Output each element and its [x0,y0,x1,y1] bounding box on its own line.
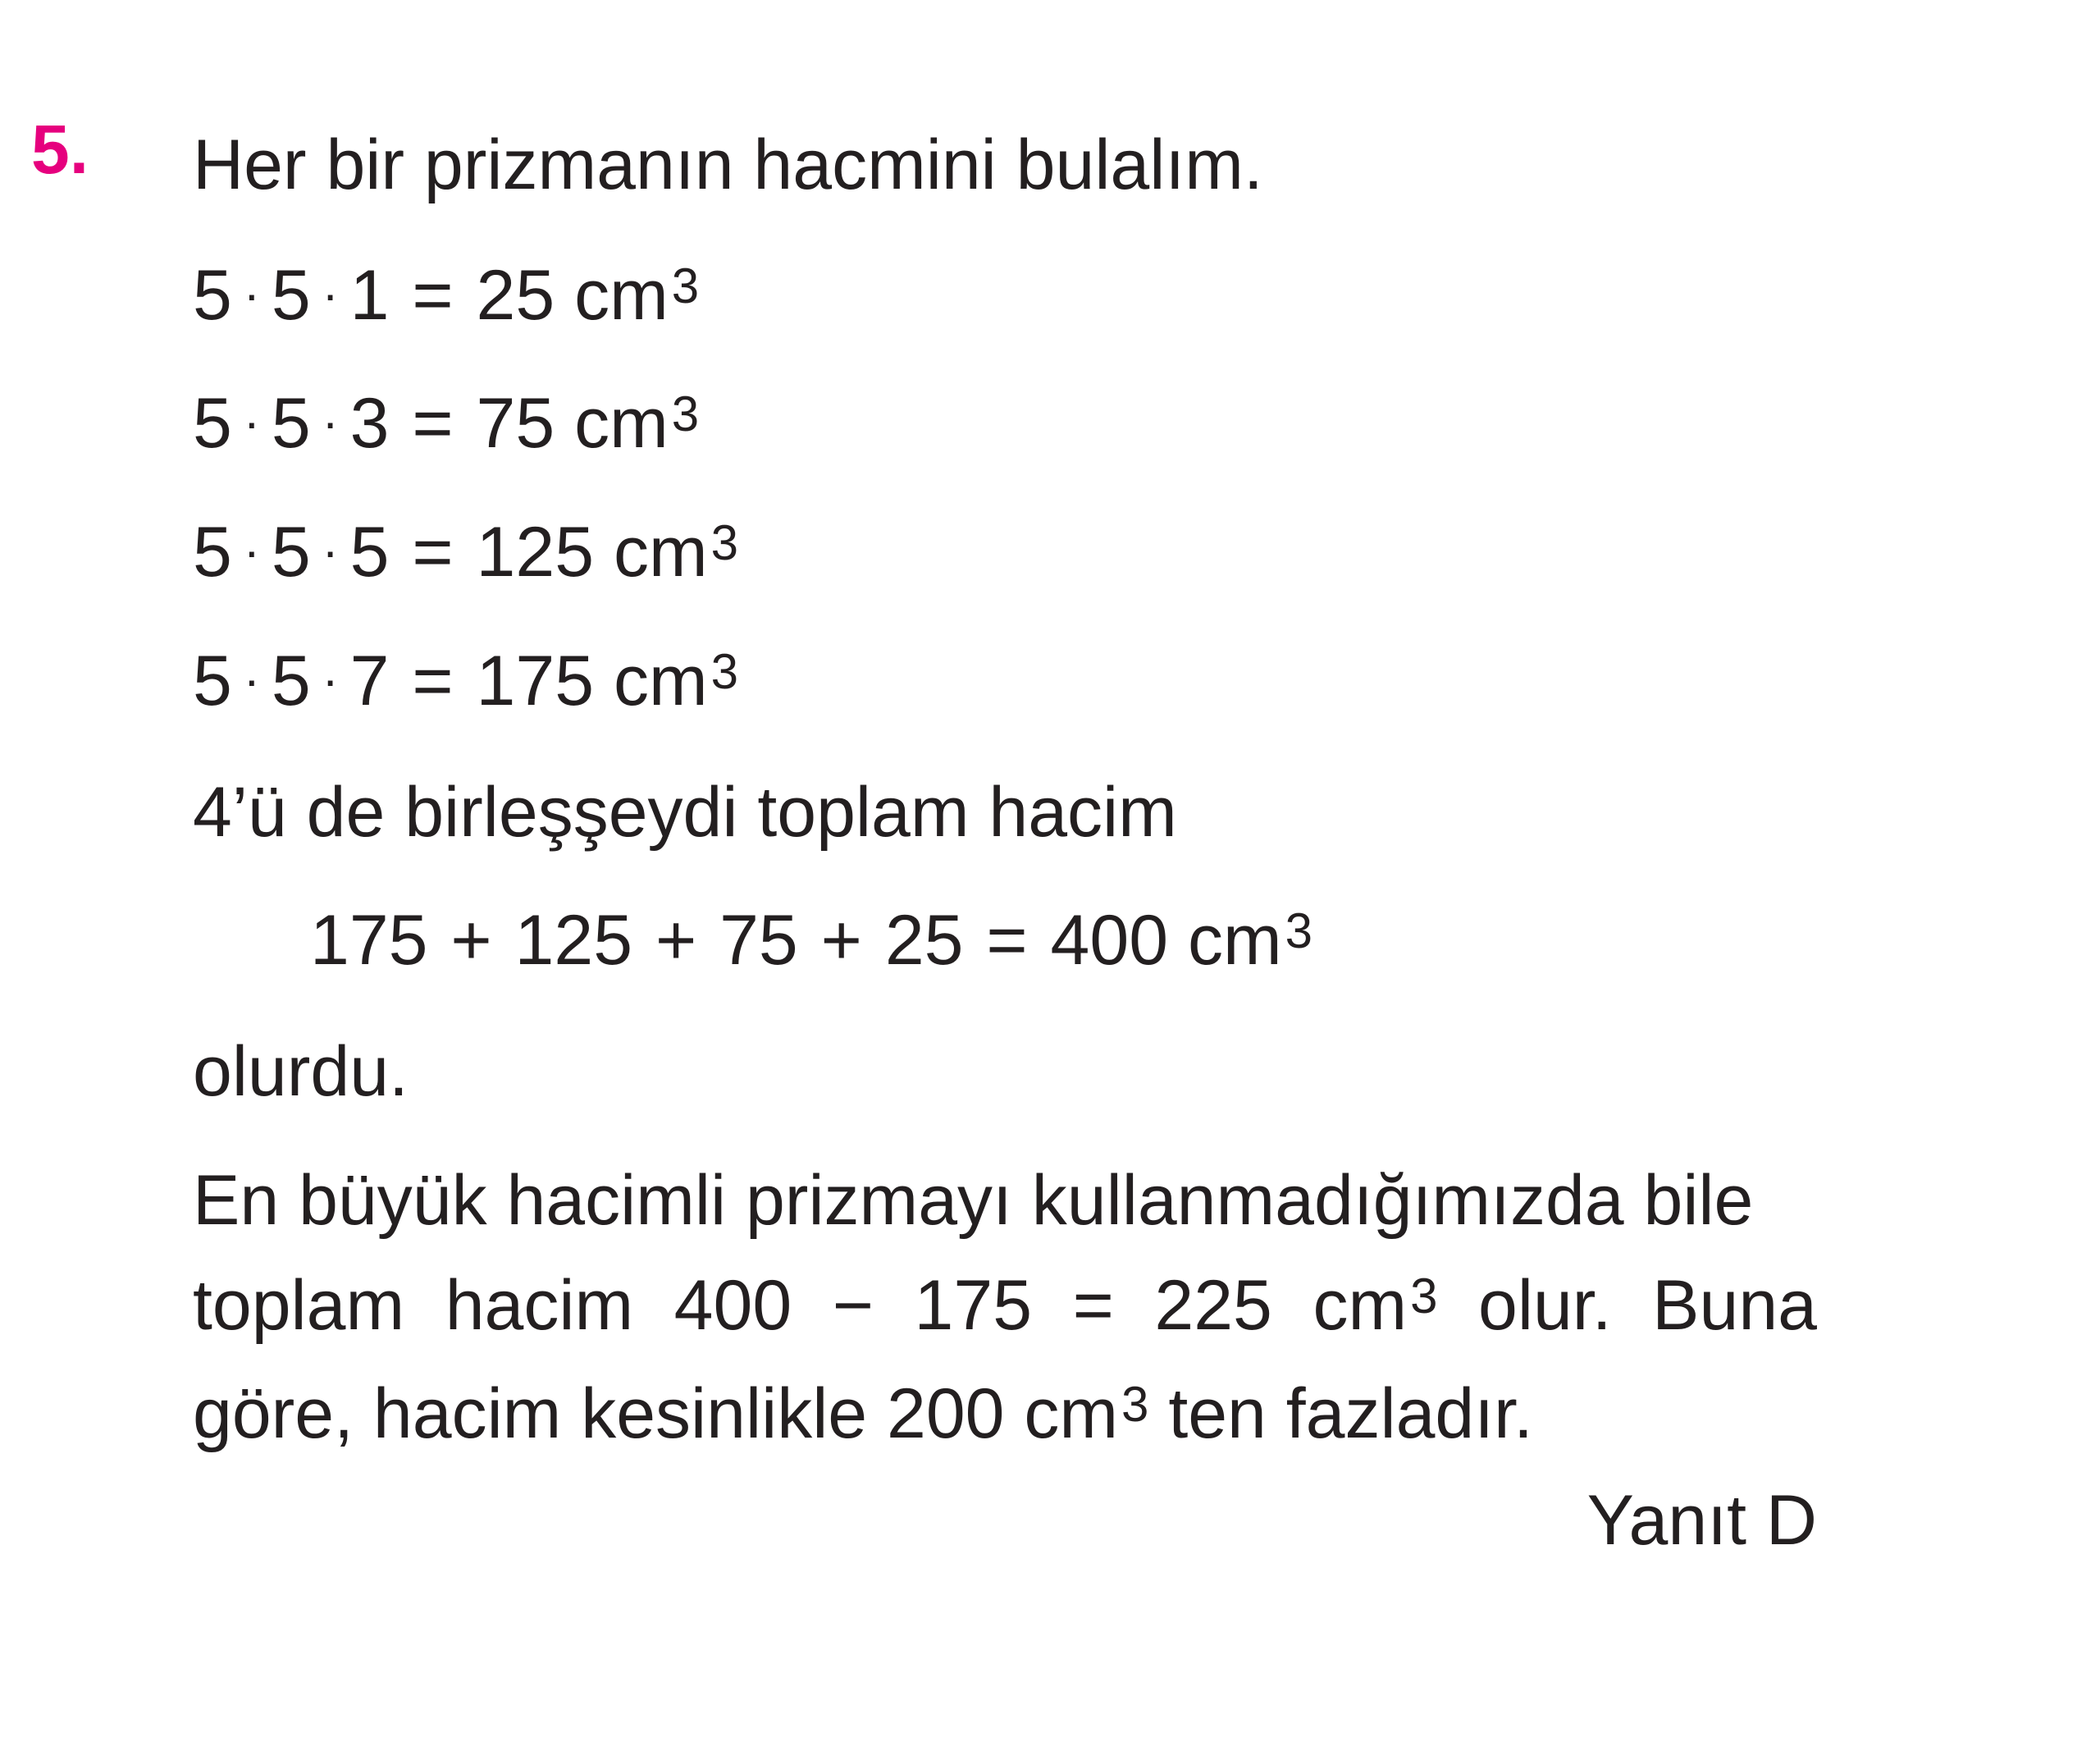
word: 175 [914,1266,1033,1345]
calc-result: 25 [476,256,555,335]
line3-prefix: göre, hacim kesinlikle 200 cm [193,1374,1119,1453]
calc-factor-c: 5 [349,513,390,592]
calc-factor-a: 5 [193,384,232,463]
combined-text: 4’ü de birleşşeydi toplam hacim [193,773,1177,852]
sum-term: 175 [310,901,428,980]
sum-equation: 175 + 125 + 75 + 25 = 400 $cm^3$ [310,901,1312,980]
calc-factor-a: 5 [193,642,232,720]
answer-text: Yanıt D [1586,1481,1817,1560]
calc-factor-a: 5 [193,256,232,335]
calc-line-3: 5 · 5 · 5 = 125 $cm^3$ [193,513,738,592]
calc-result: 125 [476,513,595,592]
calc-factor-a: 5 [193,513,232,592]
calc-unit: cm [574,256,669,335]
conclusion-line-1: En büyük hacimli prizmayı kullanmadığımızda bile [193,1161,1754,1240]
sum-term: 125 [514,901,633,980]
word: olur. [1478,1266,1612,1345]
calc-unit: cm [574,384,669,463]
word: Buna [1652,1266,1818,1345]
calc-exponent: 3 [671,386,700,441]
calc-line-1: 5 · 5 · 1 = 25 $cm^3$ [193,256,700,335]
calc-line-2: 5 · 5 · 3 = 75 $cm^3$ [193,384,700,463]
calc-line-4: 5 · 5 · 7 = 175 $cm^3$ [193,642,738,720]
calc-unit: cm [613,642,708,720]
intro-text: Her bir prizmanın hacmini bulalım. [193,126,1263,204]
exponent: 3 [1410,1269,1438,1323]
calc-factor-c: 1 [349,256,390,335]
question-number: 5. [31,111,89,188]
calc-factor-b: 5 [271,513,311,592]
word: 400 [673,1266,792,1345]
conclusion-line-2 [193,1266,1818,1345]
calc-result: 175 [476,642,595,720]
calc-factor-b: 5 [271,256,311,335]
calc-factor-c: 3 [349,384,390,463]
calc-unit: cm [613,513,708,592]
minus-sign: − [832,1266,874,1345]
sum-result: 400 [1050,901,1169,980]
sum-exponent: 3 [1285,903,1312,958]
unit: cm [1312,1266,1408,1345]
equals-sign: = [1072,1266,1114,1345]
calc-factor-b: 5 [271,384,311,463]
calc-result: 75 [476,384,555,463]
calc-factor-b: 5 [271,642,311,720]
line3-suffix: ten fazladır. [1148,1374,1533,1453]
word: 225 [1154,1266,1272,1345]
sum-term: 25 [884,901,964,980]
conclusion-line-3 [193,1374,1533,1453]
sum-unit: cm [1187,901,1282,980]
calc-exponent: 3 [710,515,738,570]
calc-exponent: 3 [710,644,738,699]
line3-exponent: 3 [1121,1377,1149,1432]
word: hacim [445,1266,634,1345]
word: toplam [193,1266,405,1345]
olurdu-text: olurdu. [193,1032,409,1111]
calc-factor-c: 7 [349,642,390,720]
sum-term: 75 [719,901,798,980]
calc-exponent: 3 [671,258,700,313]
